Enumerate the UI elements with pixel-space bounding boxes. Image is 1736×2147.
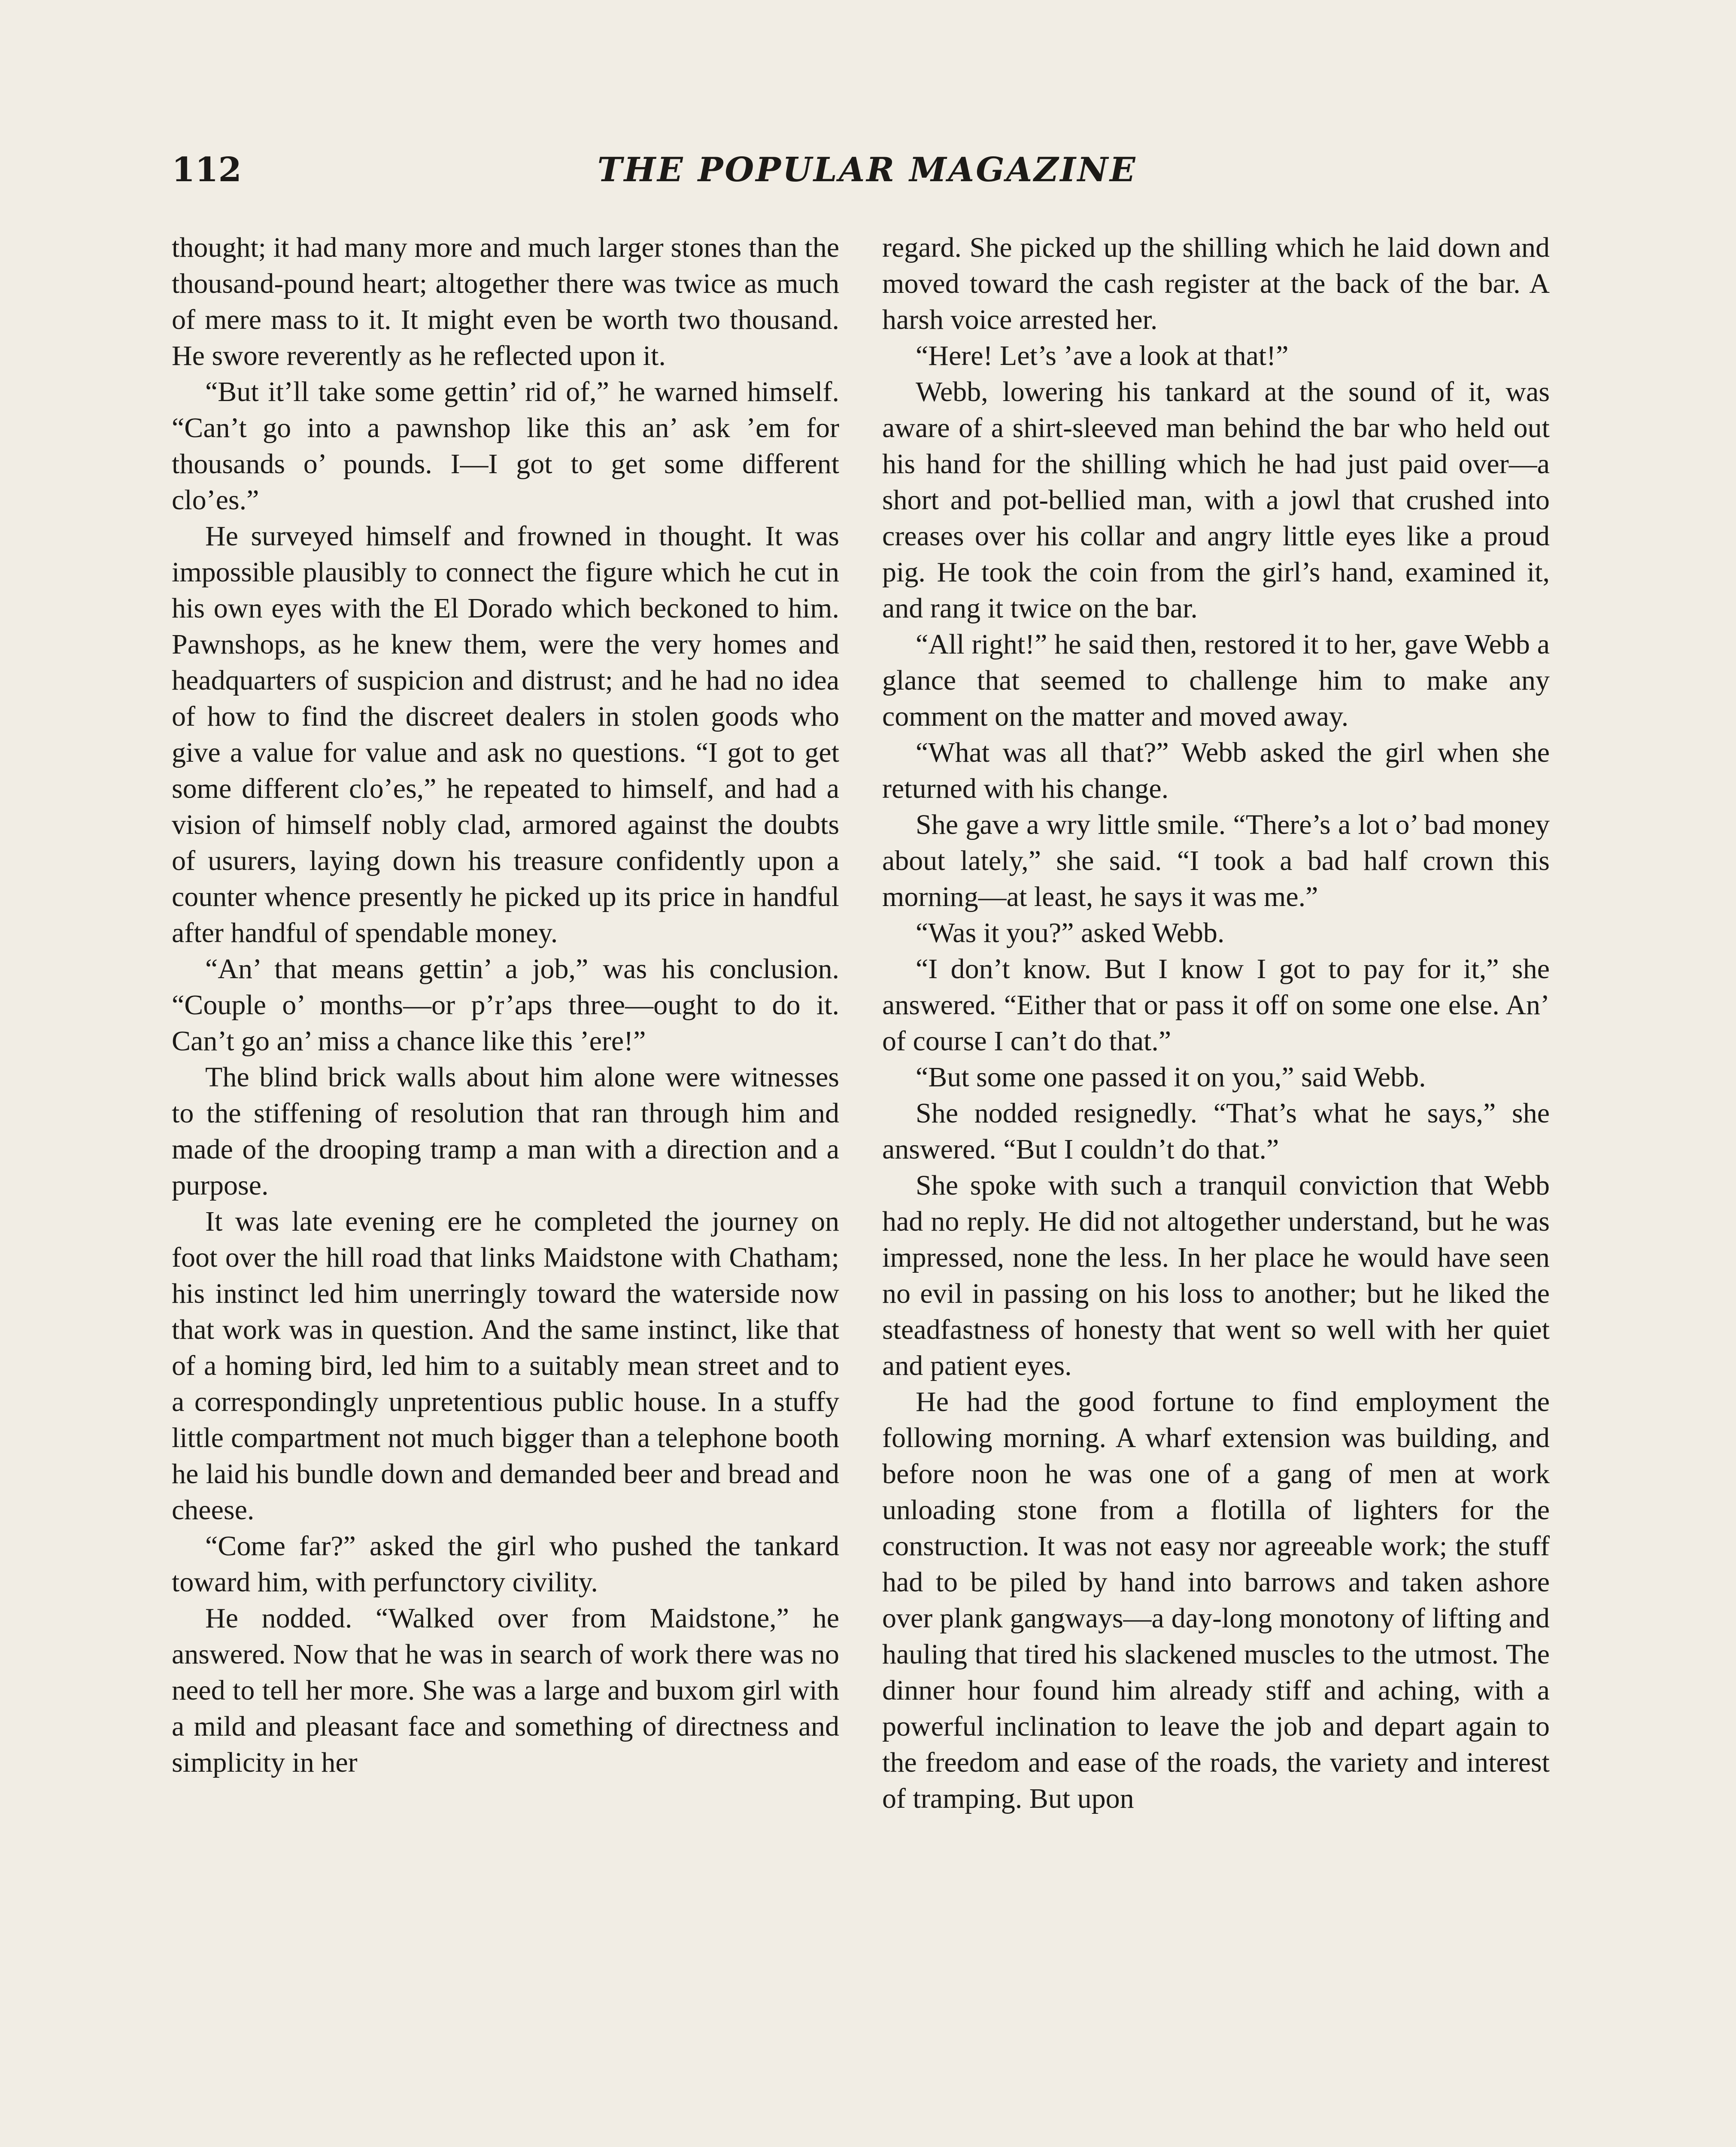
- paragraph: The blind brick walls about him alone were witnesses to the stiffening of resolution that ran through him and made of the drooping tramp a man with a direction and a purpose.: [172, 1061, 839, 1201]
- paragraph: “But it’ll take some gettin’ rid of,” he warned himself. “Can’t go into a pawnshop like this an’ ask ’em for thousands o’ pounds. I—I got to get some different clo’es.”: [172, 376, 839, 516]
- paragraph: He surveyed himself and frowned in thought. It was impossible plausibly to connect the figure which he cut in his own eyes with the El Dorado which beckoned to him. Pawnshops, as he knew them, were the very homes and headquarters of suspicion and distrust; and he had no idea of how to find the discreet dealers in stolen goods who give a value for value and ask no questions. “I got to get some different clo’es,” he repeated to himself, and had a vision of himself nobly clad, armored against the doubts of usurers, laying down his treasure confidently upon a counter whence presently he picked up its price in handful after handful of spendable money.: [172, 520, 839, 949]
- paragraph: He had the good fortune to find employment the following morning. A wharf extension was building, and before noon he was one of a gang of men at work unloading stone from a flotilla of lighters for the construction. It was not easy nor agreeable work; the stuff had to be piled by hand into barrows and taken ashore over plank gangways—a day-long monotony of lifting and hauling that tired his slackened muscles to the utmost. The dinner hour found him already stiff and aching, with a powerful inclination to leave the job and depart again to the freedom and ease of the roads, the variety and interest of tramping. But upon: [882, 1386, 1550, 1814]
- paragraph: “Was it you?” asked Webb.: [916, 917, 1225, 949]
- paragraph: “All right!” he said then, restored it to her, gave Webb a glance that seemed to challenge him to make any comment on the matter and moved away.: [882, 629, 1550, 732]
- paragraph: regard. She picked up the shilling which he laid down and moved toward the cash register at the back of the bar. A harsh voice arrested her.: [882, 232, 1550, 335]
- paragraph: She nodded resignedly. “That’s what he says,” she answered. “But I couldn’t do that.”: [882, 1098, 1550, 1165]
- paragraph: “But some one passed it on you,” said Webb.: [916, 1061, 1426, 1093]
- page-number: 112: [172, 150, 242, 189]
- running-title: THE POPULAR MAGAZINE: [597, 150, 1137, 189]
- paragraph: Webb, lowering his tankard at the sound of it, was aware of a shirt-sleeved man behind the bar who held out his hand for the shilling which he had just paid over—a short and pot-bellied man, with a jowl that crushed into creases over his collar and angry little eyes like a proud pig. He took the coin from the girl’s hand, examined it, and rang it twice on the bar.: [882, 376, 1550, 624]
- paragraph: He nodded. “Walked over from Maidstone,” he answered. Now that he was in search of work there was no need to tell her more. She was a large and buxom girl with a mild and pleasant face and something of directness and simplicity in her: [172, 1603, 839, 1778]
- right-column: [882, 230, 1550, 1817]
- paragraph: thought; it had many more and much larger stones than the thousand-pound heart; altogether there was twice as much of mere mass to it. It might even be worth two thousand. He swore reverently as he reflected upon it.: [172, 232, 839, 371]
- paragraph: It was late evening ere he completed the journey on foot over the hill road that links Maidstone with Chatham; his instinct led him unerringly toward the waterside now that work was in question. And the same instinct, like that of a homing bird, led him to a suitably mean street and to a correspondingly unpretentious public house. In a stuffy little compartment not much bigger than a telephone booth he laid his bundle down and demanded beer and bread and cheese.: [172, 1206, 839, 1526]
- page-header: [172, 150, 1563, 202]
- paragraph: She spoke with such a tranquil conviction that Webb had no reply. He did not altogether understand, but he was impressed, none the less. In her place he would have seen no evil in passing on his loss to another; but he liked the steadfastness of honesty that went so well with her quiet and patient eyes.: [882, 1170, 1550, 1381]
- paragraph: “Here! Let’s ’ave a look at that!”: [916, 340, 1289, 371]
- paragraph: She gave a wry little smile. “There’s a lot o’ bad money about lately,” she said. “I took a bad half crown this morning—at least, he says it was me.”: [882, 809, 1550, 912]
- paragraph: “I don’t know. But I know I got to pay for it,” she answered. “Either that or pass it off on some one else. An’ of course I can’t do that.”: [882, 953, 1550, 1057]
- paragraph: “What was all that?” Webb asked the girl when she returned with his change.: [882, 737, 1550, 804]
- left-column: [172, 230, 839, 1781]
- paragraph: “Come far?” asked the girl who pushed the tankard toward him, with perfunctory civility.: [172, 1530, 839, 1598]
- column-gutter: [848, 230, 874, 2147]
- paragraph: “An’ that means gettin’ a job,” was his conclusion. “Couple o’ months—or p’r’aps three—ought to do it. Can’t go an’ miss a chance like this ’ere!”: [172, 953, 839, 1057]
